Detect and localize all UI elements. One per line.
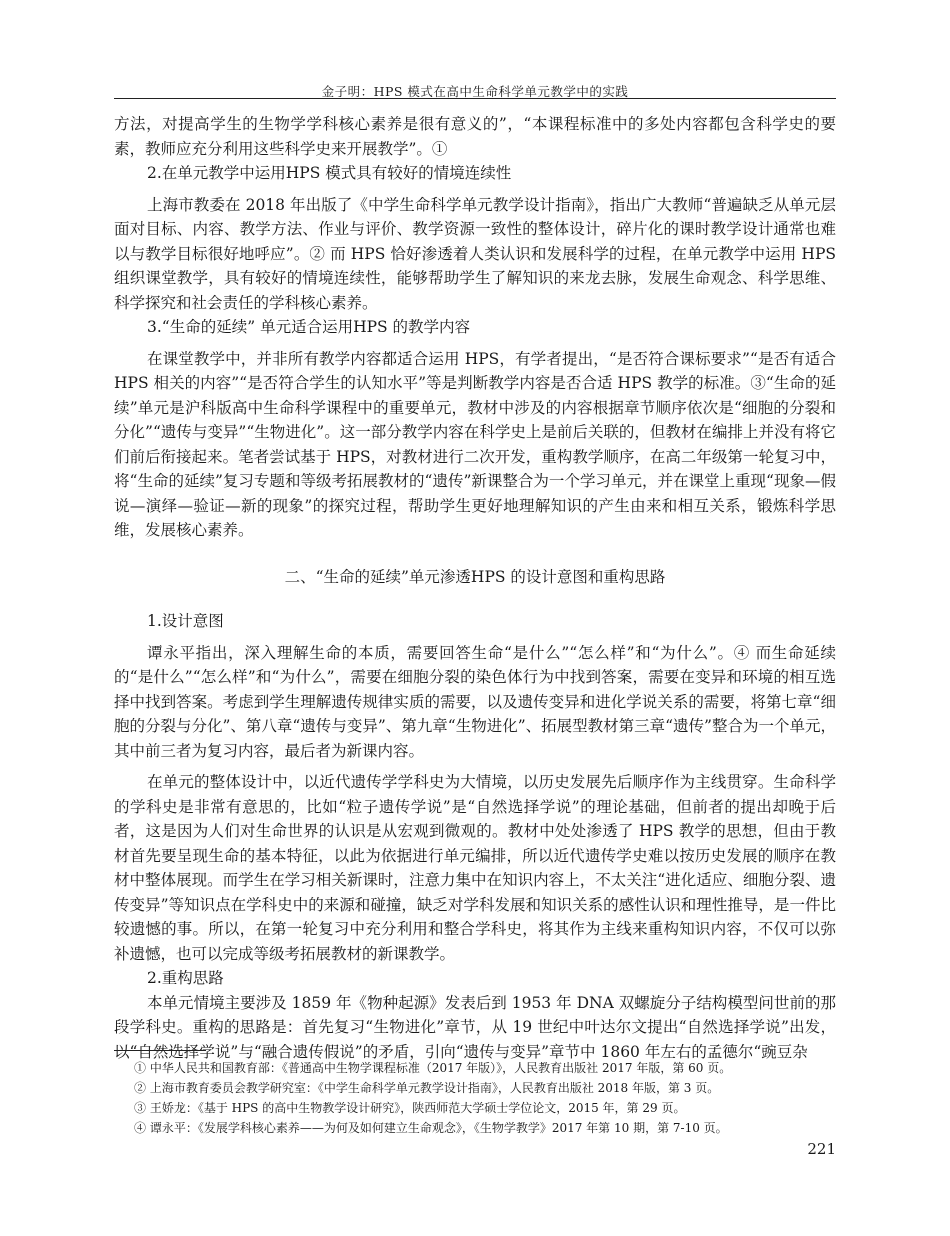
section-heading: 二、“生命的延续”单元渗透HPS 的设计意图和重构思路 [284, 567, 666, 586]
subheading-restructure: 2.重构思路 [147, 969, 224, 987]
subheading-2: 2.在单元教学中运用HPS 模式具有较好的情境连续性 [147, 164, 512, 182]
subheading-3: 3.“生命的延续” 单元适合运用HPS 的教学内容 [147, 318, 471, 336]
page-number: 221 [807, 1140, 836, 1158]
paragraph: 谭永平指出，深入理解生命的本质，需要回答生命“是什么”“怎么样”和“为什么”。④ 而生命延续的“是什么”“怎么样”和“为什么”，需要在细胞分裂的染色体行为中找到答案，需要在变异和环境的相互选择中找到答案。考虑到学生理解遗传规律实质的需要，以及遗传变异和进化学说关系的需要，将第七章“细胞的分裂与分化”、第八章“遗传与变异”、第九章“生物进化”、拓展型教材第三章“遗传”整合为一个单元，其中前三者为复习内容，最后者为新课内容。 [114, 643, 836, 760]
footnote-2: ② 上海市教育委员会教学研究室：《中学生命科学单元教学设计指南》，人民教育出版社 2018 年版，第 3 页。 [134, 1081, 720, 1095]
paragraph: 本单元情境主要涉及 1859 年《物种起源》发表后到 1953 年 DNA 双螺旋分子结构模型问世前的那段学科史。重构的思路是：首先复习“生物进化”章节，从 19 世纪中叶达尔文提出“自然选择学说”出发，以“自然选择学说”与“融合遗传假说”的矛盾，引向“遗传与变异”章节中 1860 年左右的孟德尔“豌豆杂 [114, 993, 836, 1061]
footnote-3: ③ 王娇龙：《基于 HPS 的高中生物教学设计研究》，陕西师范大学硕士学位论文，2015 年，第 29 页。 [134, 1101, 686, 1115]
body-text [114, 112, 836, 1064]
footnote-rule [114, 1050, 206, 1051]
footnote-4: ④ 谭永平：《发展学科核心素养——为何及如何建立生命观念》，《生物学教学》2017 年第 10 期，第 7-10 页。 [134, 1121, 728, 1135]
paragraph: 上海市教委在 2018 年出版了《中学生命科学单元教学设计指南》，指出广大教师“普遍缺乏从单元层面对目标、内容、教学方法、作业与评价、教学资源一致性的整体设计，碎片化的课时教学设计通常也难以与教学目标很好地呼应”。② 而 HPS 恰好渗透着人类认识和发展科学的过程，在单元教学中运用 HPS 组织课堂教学，具有较好的情境连续性，能够帮助学生了解知识的来龙去脉，发展生命观念、科学思维、科学探究和社会责任的学科核心素养。 [114, 195, 836, 312]
paragraph: 在课堂教学中，并非所有教学内容都适合运用 HPS，有学者提出，“是否符合课标要求”“是否有适合 HPS 相关的内容”“是否符合学生的认知水平”等是判断教学内容是否合适 HPS 教学的标准。③“生命的延续”单元是沪科版高中生命科学课程中的重要单元，教材中涉及的内容根据章节顺序依次是“细胞的分裂和分化”“遗传与变异”“生物进化”。这一部分教学内容在科学史上是前后关联的，但教材在编排上并没有将它们前后衔接起来。笔者尝试基于 HPS，对教材进行二次开发，重构教学顺序，在高二年级第一轮复习中，将“生命的延续”复习专题和等级考拓展教材的“遗传”新课整合为一个学习单元，并在课堂上重现“现象—假说—演绎—验证—新的现象”的探究过程，帮助学生更好地理解知识的产生由来和相互关系，锻炼科学思维，发展核心素养。 [114, 349, 836, 539]
paragraph: 在单元的整体设计中，以近代遗传学学科史为大情境，以历史发展先后顺序作为主线贯穿。生命科学的学科史是非常有意思的，比如“粒子遗传学说”是“自然选择学说”的理论基础，但前者的提出却晚于后者，这是因为人们对生命世界的认识是从宏观到微观的。教材中处处渗透了 HPS 教学的思想，但由于教材首先要呈现生命的基本特征，以此为依据进行单元编排，所以近代遗传学史难以按历史发展的顺序在教材中整体展现。而学生在学习相关新课时，注意力集中在知识内容上，不太关注“进化适应、细胞分裂、遗传变异”等知识点在学科史中的来源和碰撞，缺乏对学科发展和知识关系的感性认识和理性推导，是一件比较遗憾的事。所以，在第一轮复习中充分利用和整合学科史，将其作为主线来重构知识内容，不仅可以弥补遗憾，也可以完成等级考拓展教材的新课教学。 [114, 773, 836, 963]
footnote-1: ① 中华人民共和国教育部：《普通高中生物学课程标准（2017 年版）》，人民教育出版社 2017 年版，第 60 页。 [134, 1061, 732, 1075]
footnotes [134, 1058, 834, 1138]
running-head: 金子明：HPS 模式在高中生命科学单元教学中的实践 [321, 84, 629, 99]
header-rule [114, 98, 836, 99]
subheading-design-intent: 1.设计意图 [147, 612, 224, 630]
paragraph-continued: 方法，对提高学生的生物学学科核心素养是很有意义的”，“本课程标准中的多处内容都包含科学史的要素，教师应充分利用这些科学史来开展教学”。① [114, 115, 836, 158]
